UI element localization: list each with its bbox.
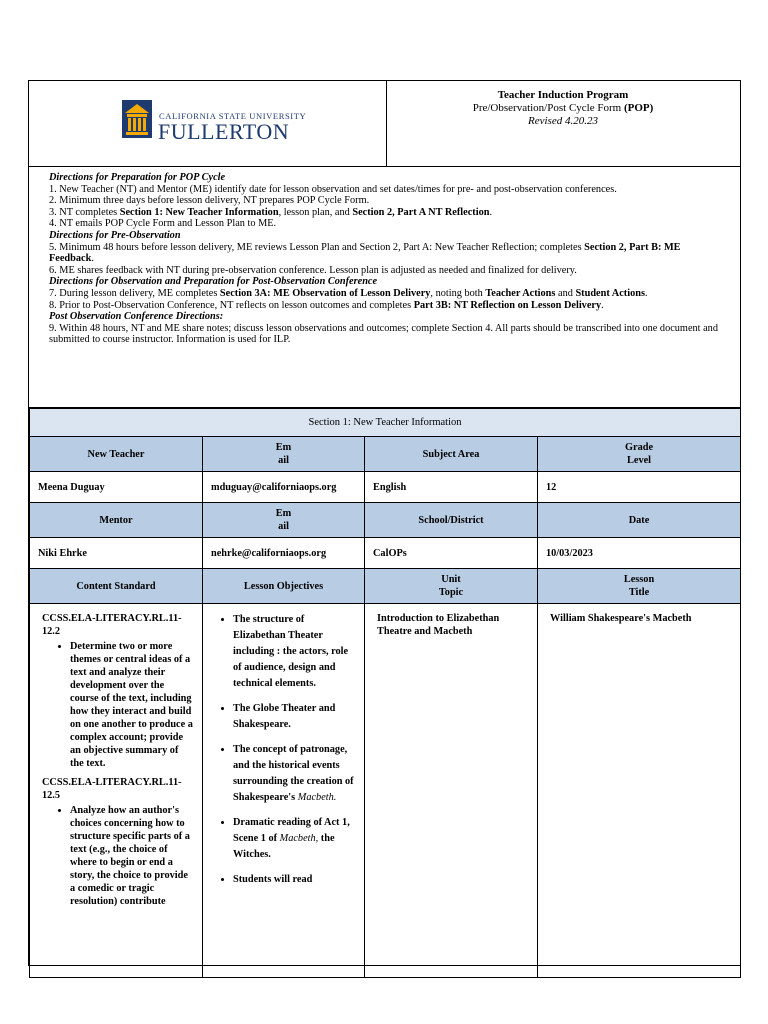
standard-list bbox=[42, 640, 194, 770]
text: . bbox=[489, 206, 493, 218]
directions-section bbox=[29, 166, 740, 408]
header-new-teacher: New Teacher bbox=[30, 437, 203, 472]
lesson-title-cell bbox=[538, 604, 741, 978]
header-lesson-title: Lesson Title bbox=[538, 569, 741, 604]
direction-item-9: 9. Within 48 hours, NT and ME share notes; discuss lesson observations and outcomes; complete Section 4. All parts should be transcribed into one document and submitted to course instructor. Information is used for ILP. bbox=[49, 322, 718, 346]
table-row bbox=[30, 569, 741, 604]
text: . bbox=[644, 287, 648, 299]
lesson-objectives-cell bbox=[203, 604, 365, 978]
directions-heading-post-observation: Post Observation Conference Directions: bbox=[49, 311, 224, 323]
direction-item-8 bbox=[49, 300, 720, 312]
directions-heading-prep: Directions for Preparation for POP Cycle bbox=[49, 172, 226, 183]
unit-topic-value: Introduction to Elizabethan Theatre and Macbeth bbox=[377, 613, 500, 637]
text: , noting both bbox=[430, 287, 486, 299]
form-title-abbr: (POP) bbox=[623, 102, 654, 114]
list-item: • The structure of Elizabethan Theater including : the actors, role of audience, design and technical elements. bbox=[233, 612, 356, 692]
section1-title: Section 1: New Teacher Information bbox=[30, 409, 741, 437]
text: Macbeth. bbox=[297, 792, 337, 803]
text: Student Actions bbox=[575, 287, 645, 299]
table-row bbox=[30, 503, 741, 538]
text: Section 2, Part A NT Reflection bbox=[352, 206, 490, 218]
form-title bbox=[386, 102, 740, 115]
direction-item-5 bbox=[49, 242, 720, 265]
header-mentor-email: Em ail bbox=[203, 503, 365, 538]
header-date: Date bbox=[538, 503, 741, 538]
direction-item-3 bbox=[49, 207, 720, 219]
header-subject-area: Subject Area bbox=[365, 437, 538, 472]
direction-item-4: 4. NT emails POP Cycle Form and Lesson Plan to ME. bbox=[49, 218, 277, 230]
direction-item-7 bbox=[49, 288, 720, 300]
objectives-list bbox=[209, 612, 356, 888]
list-item bbox=[233, 815, 356, 863]
table-row bbox=[30, 538, 741, 569]
content-standard-cell bbox=[30, 604, 203, 978]
mentor-email: nehrke@californiaops.org bbox=[203, 538, 365, 569]
direction-item-6: 6. ME shares feedback with NT during pre-observation conference. Lesson plan is adjusted as needed and finalized for delivery. bbox=[49, 264, 577, 276]
table-row bbox=[30, 472, 741, 503]
text: 7. During lesson delivery, ME completes bbox=[49, 287, 220, 299]
form-title-text: Pre/Observation/Post Cycle Form bbox=[472, 102, 624, 114]
header-lesson-objectives: Lesson Objectives bbox=[203, 569, 365, 604]
pop-form bbox=[28, 80, 741, 966]
standard-description: • Analyze how an author's choices concerning how to structure specific parts of a text (e.g., the choice of where to begin or end a story, the choice to provide a comedic or tragic resolution) contribute bbox=[70, 804, 194, 908]
text: 8. Prior to Post-Observation Conference, NT reflects on lesson outcomes and completes bbox=[49, 299, 414, 311]
new-teacher-name: Meena Duguay bbox=[30, 472, 203, 503]
text: and bbox=[555, 287, 576, 299]
csuf-logo bbox=[121, 99, 321, 145]
directions-heading-observation: Directions for Observation and Preparation for Post-Observation Conference bbox=[49, 276, 378, 288]
text: , lesson plan, and bbox=[278, 206, 353, 218]
text: Part 3B: NT Reflection on Lesson Delivery bbox=[413, 299, 602, 311]
text: . bbox=[601, 299, 604, 311]
logo-campus-text: FULLERTON bbox=[158, 119, 290, 144]
list-item bbox=[233, 742, 356, 806]
program-name: Teacher Induction Program bbox=[497, 89, 629, 101]
lesson-title-value: William Shakespeare's Macbeth bbox=[550, 613, 692, 624]
unit-topic-cell bbox=[365, 604, 538, 978]
logo-university-text: CALIFORNIA STATE UNIVERSITY bbox=[159, 111, 307, 121]
text: Macbeth, bbox=[279, 833, 319, 844]
text: the Witches. bbox=[233, 833, 335, 860]
new-teacher-email: mduguay@californiaops.org bbox=[203, 472, 365, 503]
form-header bbox=[29, 81, 740, 167]
subject-area-value: English bbox=[365, 472, 538, 503]
grade-level-value: 12 bbox=[538, 472, 741, 503]
standard-description: • Determine two or more themes or central ideas of a text and analyze their development over the course of the text, including how they interact and build on one another to produce a complex account; provide an objective summary of the text. bbox=[70, 640, 194, 770]
csuf-seal-icon bbox=[121, 99, 153, 139]
direction-item-1: 1. New Teacher (NT) and Mentor (ME) identify date for lesson observation and set dates/times for pre- and post-observation conferences. bbox=[49, 183, 617, 195]
header-unit-topic: Unit Topic bbox=[365, 569, 538, 604]
directions-heading-pre-observation: Directions for Pre-Observation bbox=[49, 229, 181, 241]
text: 5. Minimum 48 hours before lesson delivery, ME reviews Lesson Plan and Section 2, Part A: New Teacher Reflection; completes bbox=[49, 241, 585, 253]
header-school-district: School/District bbox=[365, 503, 538, 538]
school-district-value: CalOPs bbox=[365, 538, 538, 569]
list-item: • Students will read bbox=[233, 872, 356, 888]
text: 3. NT completes bbox=[49, 206, 120, 218]
text: Section 1: New Teacher Information bbox=[119, 206, 279, 218]
text: Teacher Actions bbox=[485, 287, 556, 299]
text: Section 2, Part B: ME Feedback bbox=[49, 241, 681, 265]
header-mentor: Mentor bbox=[30, 503, 203, 538]
standard-code: CCSS.ELA-LITERACY.RL.11-12.5 bbox=[42, 777, 182, 801]
standard-code: CCSS.ELA-LITERACY.RL.11-12.2 bbox=[42, 613, 182, 637]
form-title-cell bbox=[386, 81, 740, 166]
section1-table bbox=[29, 408, 741, 978]
direction-item-2: 2. Minimum three days before lesson delivery, NT prepares POP Cycle Form. bbox=[49, 195, 370, 207]
header-email: Em ail bbox=[203, 437, 365, 472]
header-content-standard: Content Standard bbox=[30, 569, 203, 604]
list-item: • The Globe Theater and Shakespeare. bbox=[233, 701, 356, 733]
text: Dramatic reading of Act 1, Scene 1 of bbox=[233, 817, 350, 844]
header-grade-level: Grade Level bbox=[538, 437, 741, 472]
mentor-name: Niki Ehrke bbox=[30, 538, 203, 569]
text: . bbox=[91, 253, 94, 265]
text: The concept of patronage, and the historical events surrounding the creation of Shakespeare's bbox=[233, 744, 354, 803]
logo-cell bbox=[29, 81, 387, 166]
text: Section 3A: ME Observation of Lesson Delivery bbox=[219, 287, 431, 299]
revision-date: Revised 4.20.23 bbox=[528, 115, 598, 127]
table-row bbox=[30, 604, 741, 978]
date-value: 10/03/2023 bbox=[538, 538, 741, 569]
table-row bbox=[30, 437, 741, 472]
standard-list bbox=[42, 804, 194, 908]
